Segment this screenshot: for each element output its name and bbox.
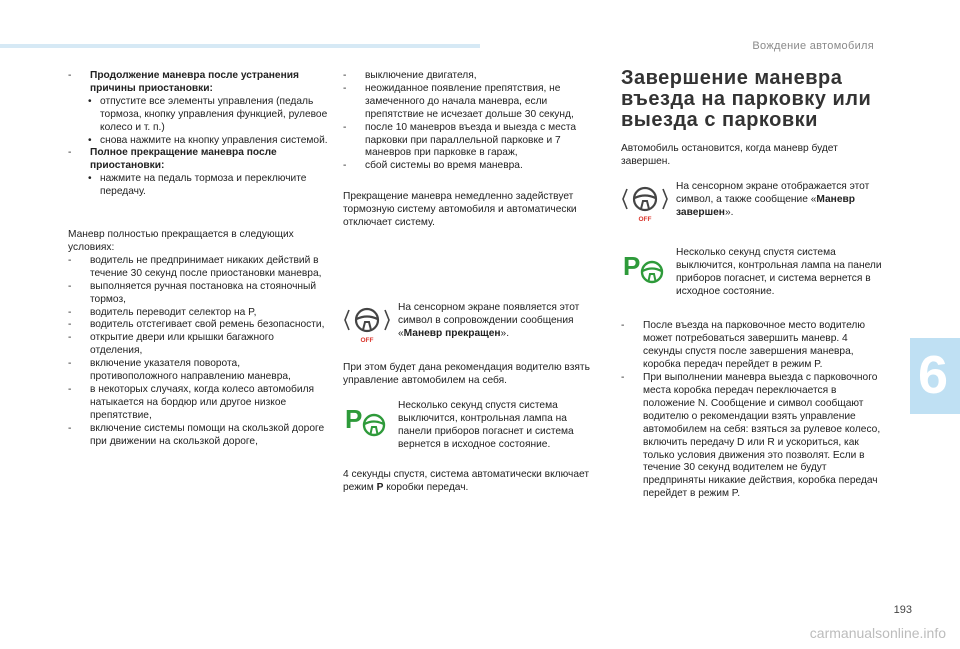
icon-row: [621, 247, 883, 299]
header-accent-bar: [0, 44, 480, 48]
svg-text:P: P: [345, 403, 363, 434]
auto-p-paragraph: 4 секунды спустя, система автоматически включает режим P коробки передач.: [343, 469, 589, 494]
list-item: - открытие двери или крышки багажного отделения,: [68, 332, 274, 357]
sub-item-text: нажмите на педаль тормоза и переключите передачу.: [100, 173, 307, 198]
recommendation-paragraph: При этом будет дана рекомендация водителю взять управление автомобилем на себя.: [343, 361, 590, 386]
icon-description: На сенсорном экране появляется этот символ в сопровождении сообщения «Маневр прекращен».: [398, 301, 580, 339]
list-item: - Продолжение маневра после устранения причины приостановки:: [68, 70, 299, 94]
icon-description: На сенсорном экране отображается этот символ, а также сообщение «Маневр завершен».: [676, 180, 870, 218]
list-item: - водитель переводит селектор на P,: [68, 306, 257, 318]
sub-list-item: • снова нажмите на кнопку управления системой.: [88, 134, 328, 146]
park-assist-icon: [621, 249, 669, 289]
item-text: водитель отстегивает свой ремень безопасности,: [90, 319, 325, 331]
park-assist-icon: [343, 402, 391, 442]
list-item: - включение указателя поворота, противоположного направлению маневра,: [68, 358, 291, 383]
list-item: - в некоторых случаях, когда колесо автомобиля натыкается на бордюр или другое низкое препятствие,: [68, 383, 315, 421]
list-item: - сбой системы во время маневра.: [343, 160, 523, 172]
list-item: - водитель не предпринимает никаких действий в течение 30 секунд после приостановки маневра,: [68, 254, 322, 279]
list-item: - включение системы помощи на скользкой дороге при движении на скользкой дороге,: [68, 422, 325, 447]
sub-list-item: • нажмите на педаль тормоза и переключите передачу.: [88, 173, 307, 198]
list-item: - выполняется ручная постановка на стояночный тормоз,: [68, 280, 317, 305]
steering-off-icon: [343, 304, 391, 344]
watermark: carmanualsonline.info: [809, 625, 946, 641]
icon-row: [343, 400, 599, 452]
column-1: [68, 70, 328, 448]
item-text: неожиданное появление препятствия, не замеченного до начала маневра, если препятствие не исчезает дольше 30 секунд,: [365, 82, 574, 120]
icon-description: Несколько секунд спустя система выключится, контрольная лампа на панели приборов погаснет и система вернется в исходное состояние.: [398, 399, 574, 450]
sub-item-text: снова нажмите на кнопку управления системой.: [100, 134, 328, 146]
svg-text:OFF: OFF: [638, 215, 652, 223]
section-title: Вождение автомобиля: [752, 40, 874, 52]
column-3: [621, 68, 883, 501]
sub-item-text: отпустите все элементы управления (педаль тормоза, кнопку управления функцией, рулевое колесо и т. п.): [100, 95, 328, 133]
icon-row: [343, 302, 599, 342]
steering-off-icon: [621, 183, 669, 223]
item-text: сбой системы во время маневра.: [365, 160, 523, 172]
chapter-number: 6: [918, 345, 949, 405]
item-text: включение системы помощи на скользкой дороге при движении на скользкой дороге,: [90, 422, 325, 447]
item-text: открытие двери или крышки багажного отделения,: [90, 332, 274, 357]
svg-text:OFF: OFF: [360, 336, 374, 344]
list-item: - после 10 маневров въезда и выезда с места парковки при параллельной парковке и 7 маневров при парковке в гараж,: [343, 121, 577, 159]
item-text: в некоторых случаях, когда колесо автомобиля натыкается на бордюр или другое низкое препятствие,: [90, 383, 315, 421]
item-title: Продолжение маневра после устранения причины приостановки:: [90, 70, 299, 94]
item-text: водитель не предпринимает никаких действий в течение 30 секунд после приостановки маневра,: [90, 254, 322, 279]
list-item: - водитель отстегивает свой ремень безопасности,: [68, 319, 325, 331]
item-text: После въезда на парковочное место водителю может потребоваться завершить маневр. 4 секунды спустя после завершения маневра, коробка передач перейдет в режим P.: [643, 320, 865, 371]
list-item: - Полное прекращение маневра после приостановки:: [68, 147, 277, 172]
list-item: - неожиданное появление препятствия, не замеченного до начала маневра, если препятствие не исчезает дольше 30 секунд,: [343, 82, 574, 120]
conditions-intro: Маневр полностью прекращается в следующих условиях:: [68, 229, 294, 253]
list-item: - выключение двигателя,: [343, 70, 477, 81]
intro-paragraph: Автомобиль остановится, когда маневр будет завершен.: [621, 143, 838, 167]
item-text: выполняется ручная постановка на стояночный тормоз,: [90, 280, 317, 305]
sub-list-item: • отпустите все элементы управления (педаль тормоза, кнопку управления функцией, рулевое колесо и т. п.): [88, 95, 328, 133]
item-text: включение указателя поворота, противоположного направлению маневра,: [90, 358, 291, 383]
page-number: 193: [893, 604, 912, 616]
icon-description: Несколько секунд спустя система выключится, контрольная лампа на панели приборов погаснет, и система вернется в исходное состояние.: [676, 246, 882, 297]
icon-row: [621, 181, 883, 221]
svg-text:P: P: [623, 250, 641, 281]
list-item: - При выполнении маневра выезда с парковочного места коробка передач переключается в положение N. Сообщение и символ сообщают водителю о рекомендации взять управление автомобилем на себя: взяться за рулевое колесо, включить передачу D или R и ускориться, как только условия движения это позволят. Если в течение 30 секунд водителем не будут предприняты никакие действия, коробка передач перейдет в режим P.: [621, 372, 881, 500]
column-2: [343, 70, 599, 495]
list-item: - После въезда на парковочное место водителю может потребоваться завершить маневр. 4 секунды спустя после завершения маневра, коробка передач перейдет в режим P.: [621, 320, 865, 371]
section-heading: Завершение маневра въезда на парковку или выезда с парковки: [621, 67, 872, 131]
item-text: после 10 маневров въезда и выезда с места парковки при параллельной парковке и 7 маневров при парковке в гараж,: [365, 121, 577, 159]
item-text: При выполнении маневра выезда с парковочного места коробка передач переключается в положение N. Сообщение и символ сообщают водителю о рекомендации взять управление автомобилем на себя: взяться за рулевое колесо, включить передачу D или R и ускориться, как только условия движения это позволят. Если в течение 30 секунд водителем не будут предприняты никакие действия, коробка передач перейдет в режим P.: [643, 372, 881, 500]
stop-paragraph: Прекращение маневра немедленно задействует тормозную систему автомобиля и автоматически отключает систему.: [343, 191, 577, 229]
item-text: водитель переводит селектор на P,: [90, 306, 257, 318]
item-title: Полное прекращение маневра после приостановки:: [90, 147, 277, 172]
item-text: выключение двигателя,: [365, 70, 477, 81]
chapter-tab: [910, 338, 960, 414]
